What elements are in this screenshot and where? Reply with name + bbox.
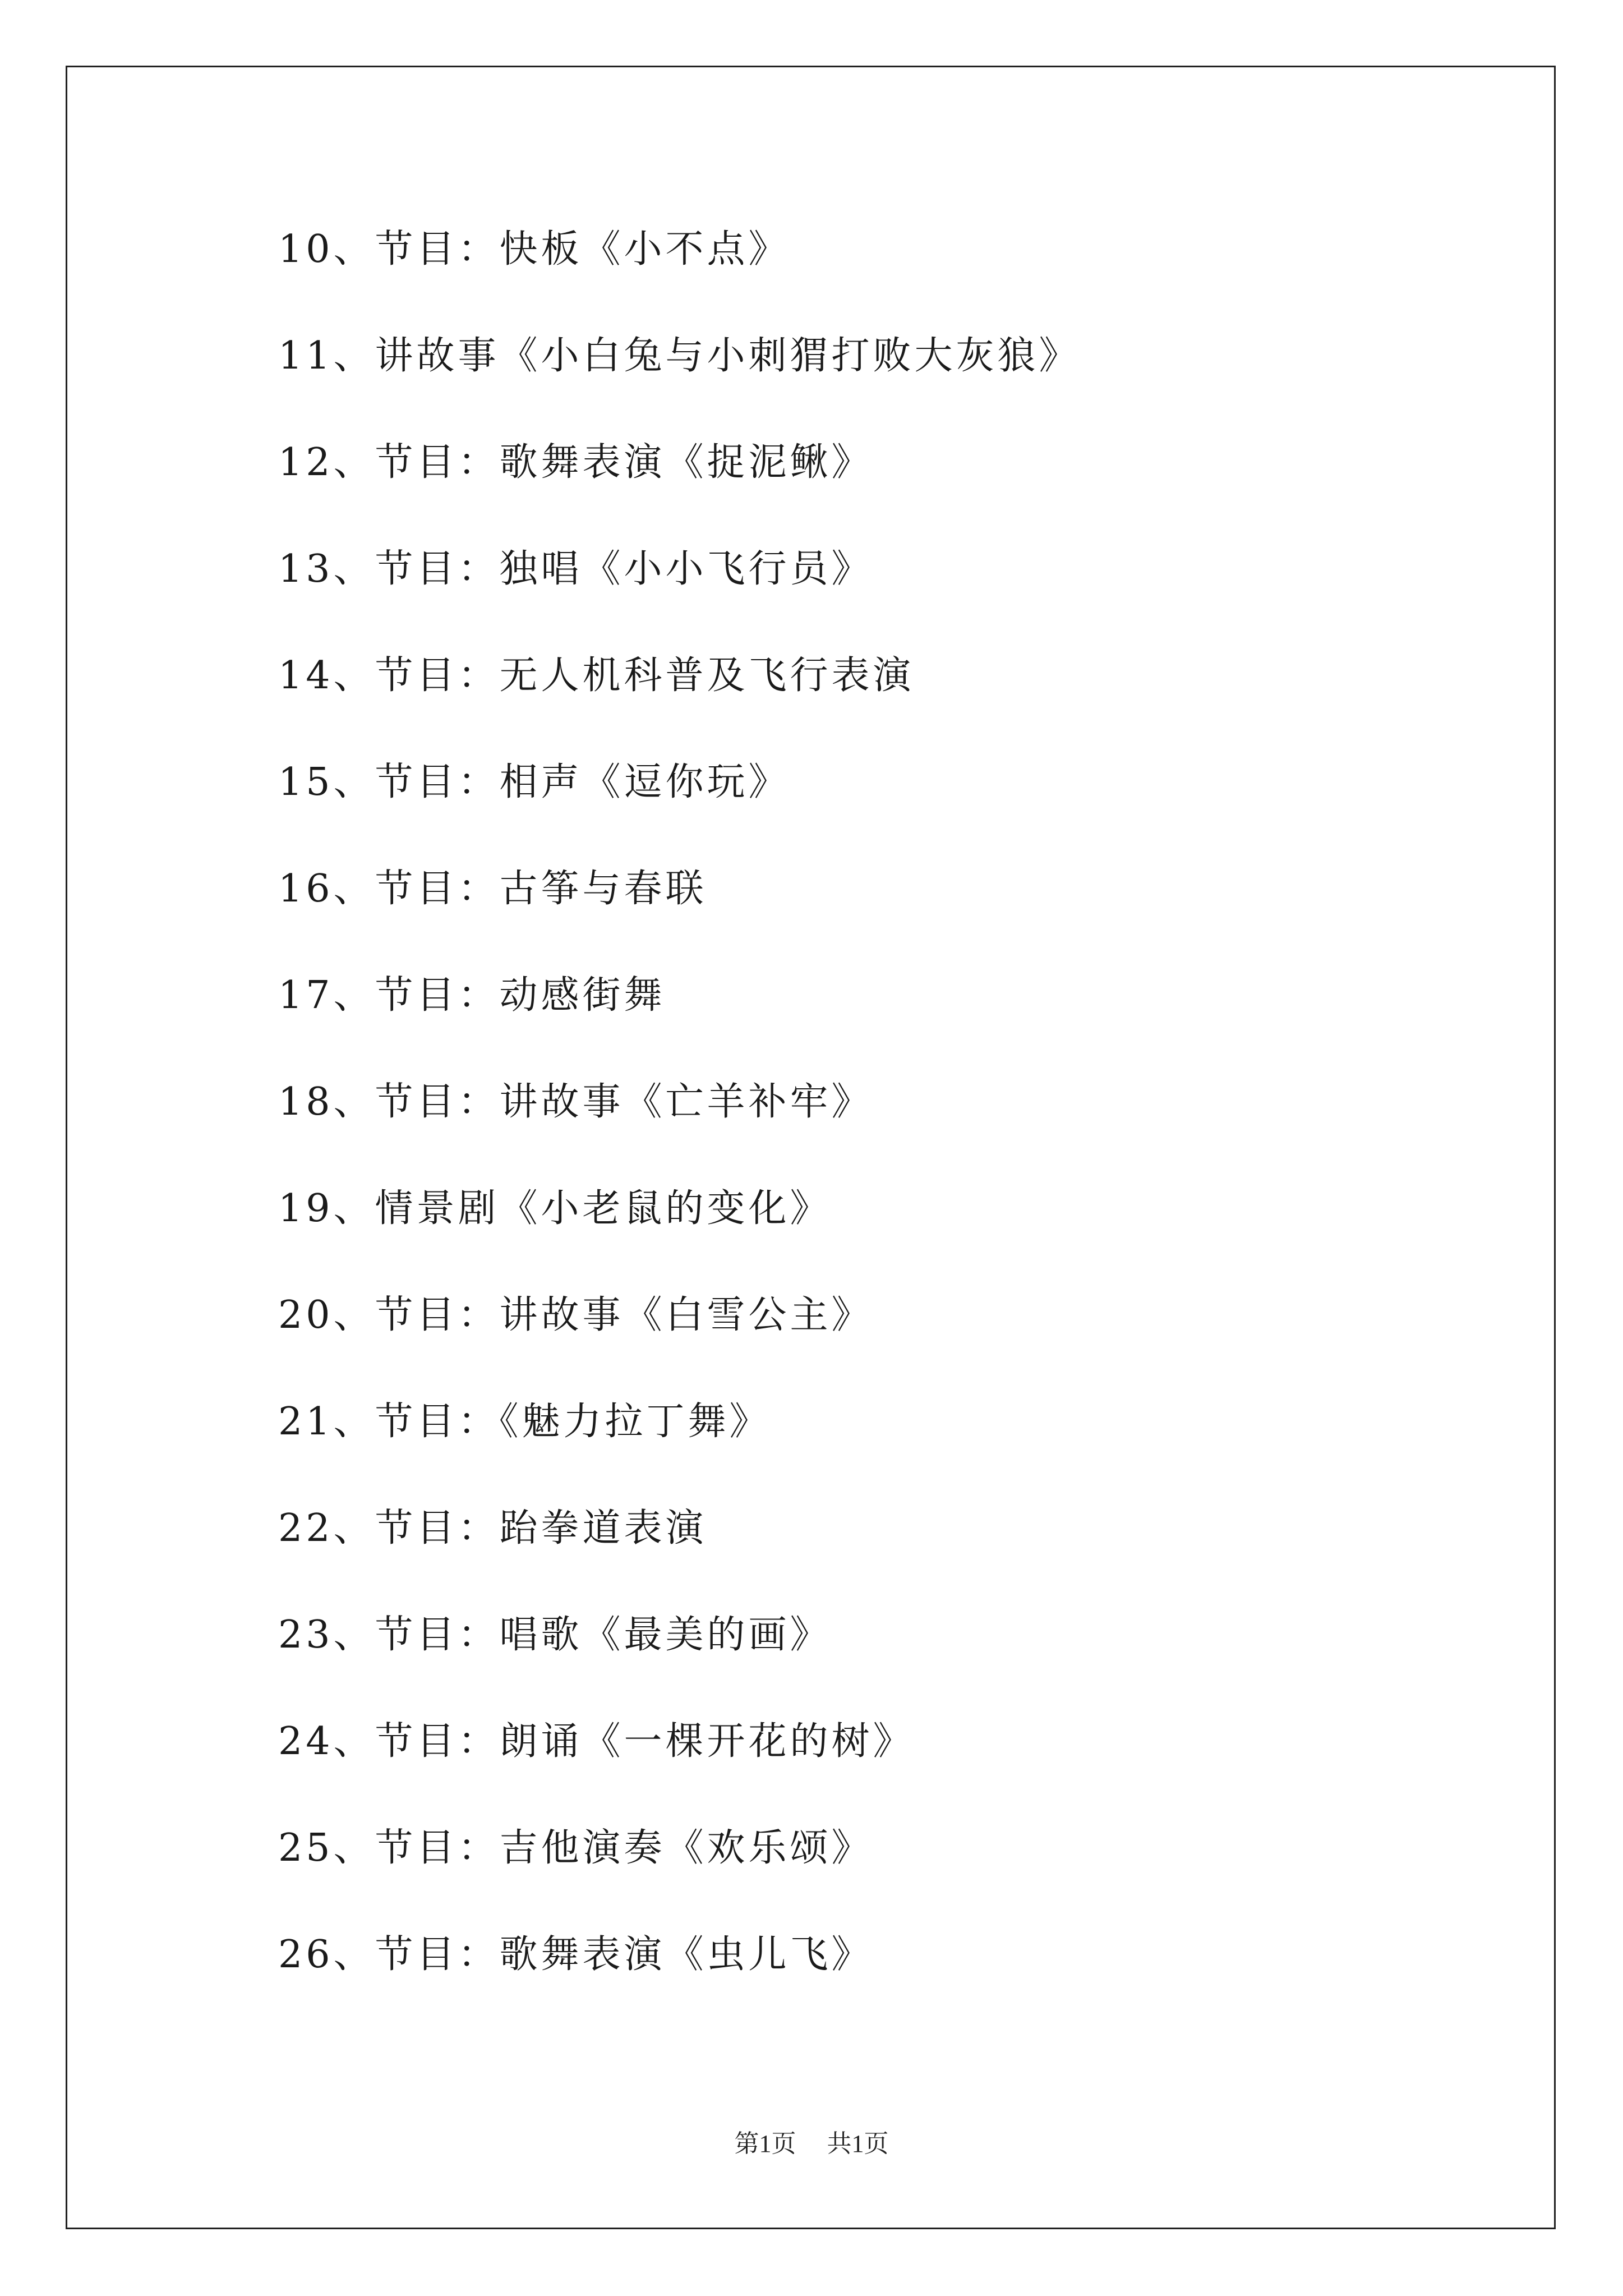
program-item: 17、节目：动感街舞 — [278, 973, 666, 1018]
page-total: 共1页 — [827, 2130, 889, 2157]
program-item: 11、讲故事《小白兔与小刺猬打败大灰狼》 — [278, 334, 1081, 378]
program-item: 14、节目：无人机科普及飞行表演 — [278, 654, 915, 698]
program-item: 18、节目：讲故事《亡羊补牢》 — [278, 1080, 873, 1124]
program-item: 23、节目：唱歌《最美的画》 — [278, 1613, 832, 1657]
program-item: 15、节目：相声《逗你玩》 — [278, 760, 790, 804]
program-item: 16、节目：古筝与春联 — [278, 867, 707, 911]
program-item: 24、节目：朗诵《一棵开花的树》 — [278, 1719, 915, 1764]
program-item: 12、节目：歌舞表演《捉泥鳅》 — [278, 440, 873, 485]
program-item: 26、节目：歌舞表演《虫儿飞》 — [278, 1932, 873, 1977]
program-item: 13、节目：独唱《小小飞行员》 — [278, 547, 873, 591]
program-item: 25、节目：吉他演奏《欢乐颂》 — [278, 1826, 873, 1870]
program-item: 20、节目：讲故事《白雪公主》 — [278, 1293, 873, 1337]
program-item: 19、情景剧《小老鼠的变化》 — [278, 1186, 832, 1231]
program-list — [278, 219, 1081, 2031]
program-item: 10、节目：快板《小不点》 — [278, 227, 790, 272]
program-item: 22、节目：跆拳道表演 — [278, 1506, 707, 1550]
page-number: 第1页 — [734, 2130, 796, 2157]
page-footer — [0, 2123, 1623, 2159]
program-item: 21、节目：《魅力拉丁舞》 — [278, 1400, 771, 1444]
